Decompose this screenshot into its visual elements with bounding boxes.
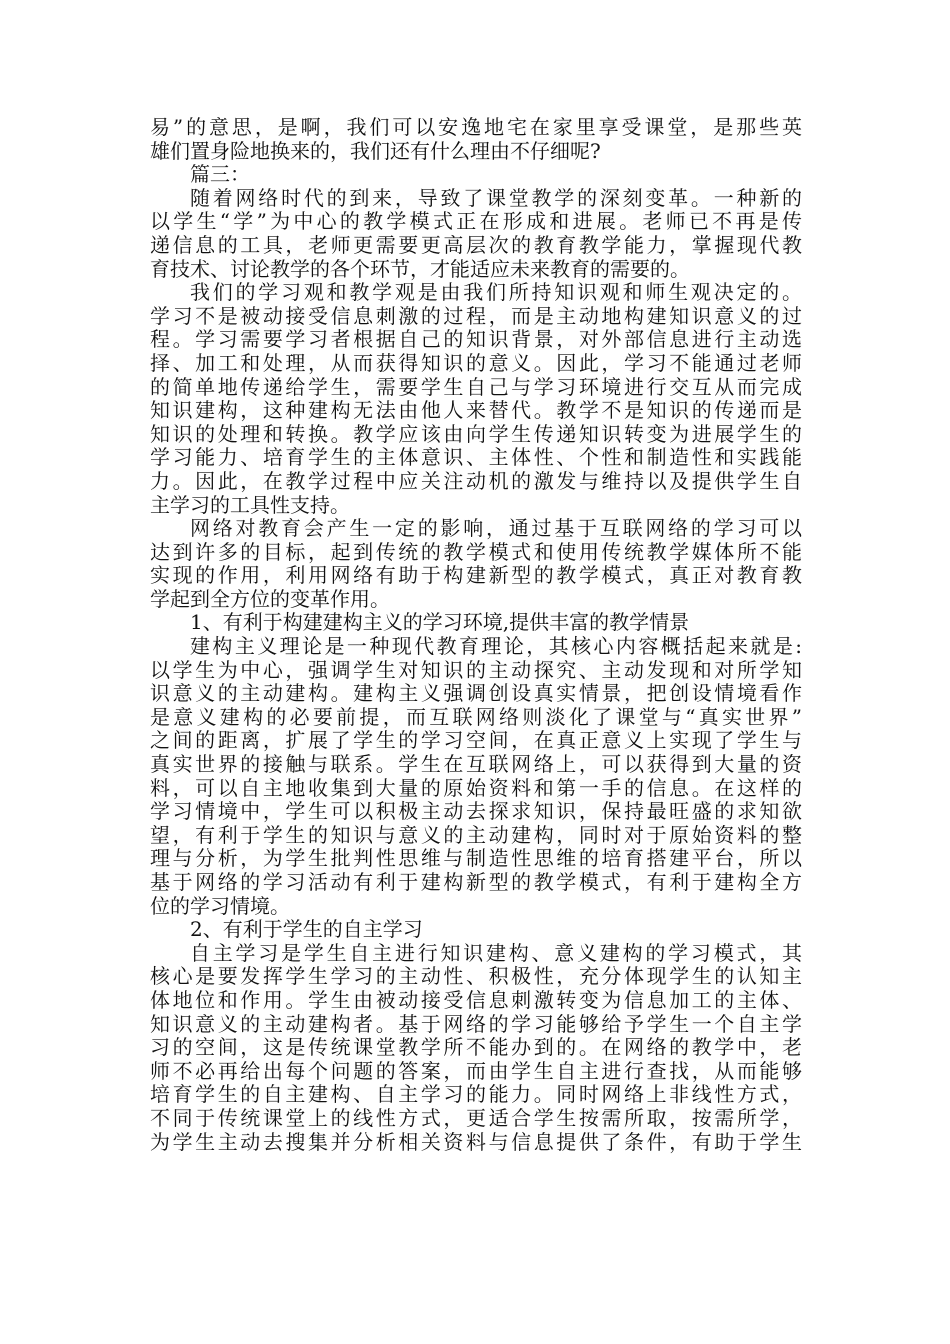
text-line: 的简单地传递给学生，需要学生自己与学习环境进行交互从而完成 bbox=[150, 374, 802, 399]
text-line: 1、有利于构建建构主义的学习环境,提供丰富的教学情景 bbox=[190, 610, 690, 635]
text-line: 力。因此，在教学过程中应关注动机的激发与维持以及提供学生自 bbox=[150, 468, 802, 493]
text-line: 是意义建构的必要前提，而互联网络则淡化了课堂与“真实世界” bbox=[150, 704, 802, 729]
text-line: 雄们置身险地换来的，我们还有什么理由不仔细呢? bbox=[150, 138, 601, 163]
text-line: 师不必再给出每个问题的答案，而由学生自主进行查找，从而能够 bbox=[150, 1058, 802, 1083]
text-line: 建构主义理论是一种现代教育理论，其核心内容概括起来就是: bbox=[190, 634, 802, 659]
text-line: 择、加工和处理，从而获得知识的意义。因此，学习不能通过老师 bbox=[150, 350, 802, 375]
text-line: 基于网络的学习活动有利于建构新型的教学模式，有利于建构全方 bbox=[150, 870, 802, 894]
text-line: 以学生为中心，强调学生对知识的主动探究、主动发现和对所学知 bbox=[150, 657, 802, 682]
text-line: 料，可以自主地收集到大量的原始资料和第一手的信息。在这样的 bbox=[150, 775, 802, 800]
text-line: 2、有利于学生的自主学习 bbox=[190, 917, 423, 942]
text-line: 实现的作用，利用网络有助于构建新型的教学模式，真正对教育教 bbox=[150, 563, 802, 588]
text-line: 我们的学习观和教学观是由我们所持知识观和师生观决定的。 bbox=[190, 280, 802, 305]
text-line: 理与分析，为学生批判性思维与制造性思维的培育搭建平台，所以 bbox=[150, 846, 802, 871]
text-line: 网络对教育会产生一定的影响，通过基于互联网络的学习可以 bbox=[190, 516, 802, 541]
text-line: 之间的距离，扩展了学生的学习空间，在真正意义上实现了学生与 bbox=[150, 728, 802, 753]
text-line: 递信息的工具，老师更需要更高层次的教育教学能力，掌握现代教 bbox=[150, 232, 802, 257]
text-line: 以学生“学”为中心的教学模式正在形成和进展。老师已不再是传 bbox=[150, 209, 802, 234]
text-line: 体地位和作用。学生由被动接受信息刺激转变为信息加工的主体、 bbox=[150, 987, 802, 1012]
text-line: 育技术、讨论教学的各个环节，才能适应未来教育的需要的。 bbox=[150, 256, 690, 281]
text-line: 自主学习是学生自主进行知识建构、意义建构的学习模式，其 bbox=[190, 940, 802, 965]
document-page bbox=[150, 116, 802, 1154]
text-line: 真实世界的接触与联系。学生在互联网络上，可以获得到大量的资 bbox=[150, 752, 802, 777]
text-line: 学习能力、培育学生的主体意识、主体性、个性和制造性和实践能 bbox=[150, 445, 802, 470]
text-line: 位的学习情境。 bbox=[150, 893, 290, 918]
text-line: 为学生主动去搜集并分析相关资料与信息提供了条件，有助于学生 bbox=[150, 1129, 802, 1154]
text-line: 识意义的主动建构。建构主义强调创设真实情景，把创设情境看作 bbox=[150, 681, 802, 706]
text-line: 核心是要发挥学生学习的主动性、积极性，充分体现学生的认知主 bbox=[150, 964, 802, 989]
text-line: 达到许多的目标，起到传统的教学模式和使用传统教学媒体所不能 bbox=[150, 539, 802, 564]
text-line: 学习情境中，学生可以积极主动去探求知识，保持最旺盛的求知欲 bbox=[150, 799, 802, 824]
text-line: 易”的意思，是啊，我们可以安逸地宅在家里享受课堂，是那些英 bbox=[150, 115, 802, 139]
text-line: 篇三： bbox=[190, 162, 250, 187]
text-line: 程。学习需要学习者根据自己的知识背景，对外部信息进行主动选 bbox=[150, 327, 802, 352]
text-line: 随着网络时代的到来，导致了课堂教学的深刻变革。一种新的 bbox=[190, 185, 802, 210]
text-line: 知识意义的主动建构者。基于网络的学习能够给予学生一个自主学 bbox=[150, 1011, 802, 1036]
text-line: 学习不是被动接受信息刺激的过程，而是主动地构建知识意义的过 bbox=[150, 303, 802, 328]
text-line: 望，有利于学生的知识与意义的主动建构，同时对于原始资料的整 bbox=[150, 822, 802, 847]
text-line: 主学习的工具性支持。 bbox=[150, 492, 350, 517]
text-line: 知识建构，这种建构无法由他人来替代。教学不是知识的传递而是 bbox=[150, 398, 802, 423]
text-line: 学起到全方位的变革作用。 bbox=[150, 586, 390, 611]
text-line: 习的空间，这是传统课堂教学所不能办到的。在网络的教学中，老 bbox=[150, 1035, 802, 1060]
text-line: 培育学生的自主建构、自主学习的能力。同时网络上非线性方式， bbox=[150, 1082, 802, 1107]
text-line: 不同于传统课堂上的线性方式，更适合学生按需所取，按需所学， bbox=[150, 1105, 802, 1130]
text-line: 知识的处理和转换。教学应该由向学生传递知识转变为进展学生的 bbox=[150, 421, 802, 446]
